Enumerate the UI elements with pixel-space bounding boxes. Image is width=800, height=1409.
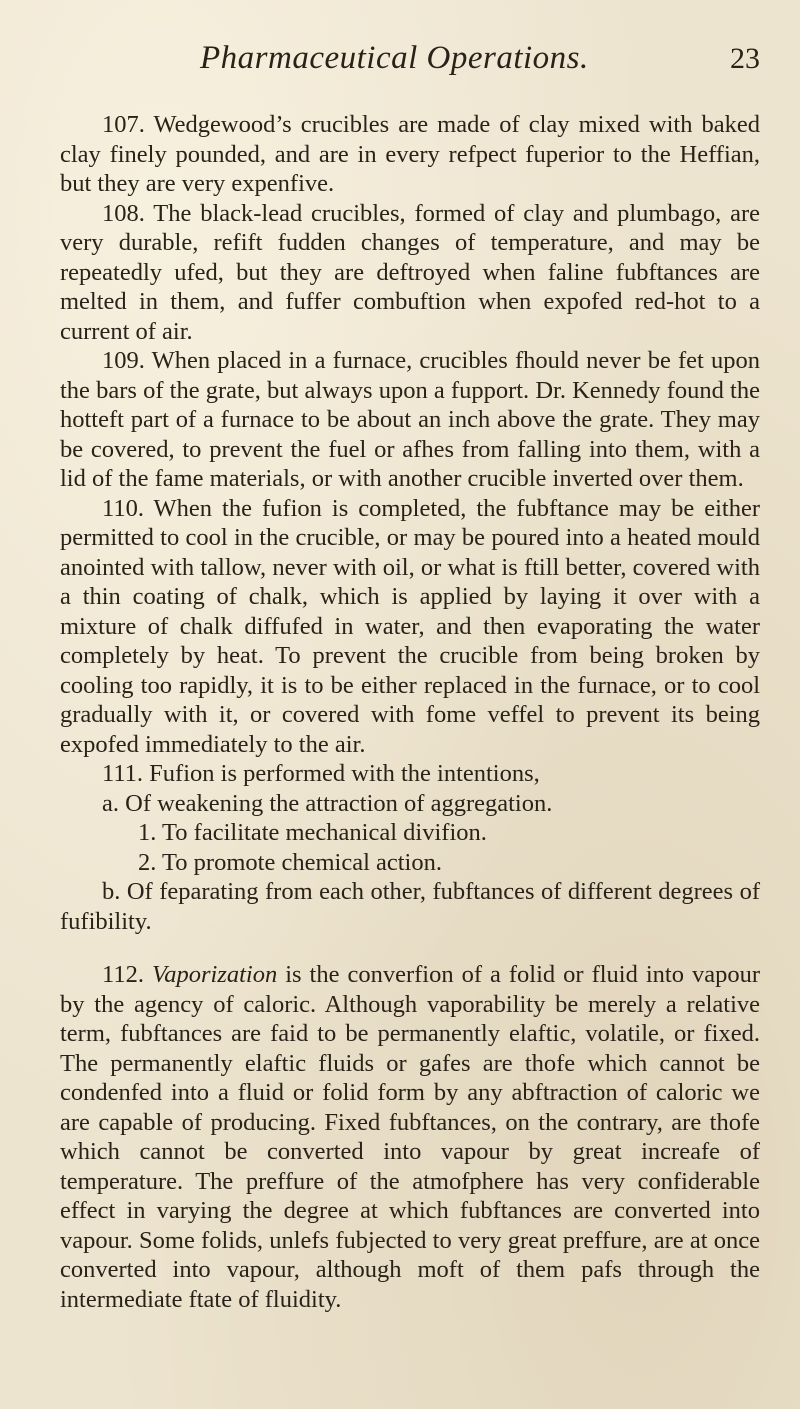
paragraph-110: 110. When the fufion is completed, the fubftance may be either permitted to cool in the crucible, or may be poured into a heated mould anointed with tallow, never with oil, or what is ftill better, covered with a thin coating of chalk, which is applied by laying it over with a mixture of chalk diffufed in water, and then evaporating the water completely by heat. To prevent the crucible from being broken by cooling too rapidly, it is to be either replaced in the furnace, or to cool gradually with it, or covered with fome veffel to prevent its being expofed immediately to the air. — [60, 494, 760, 758]
paragraph-112-number: 112. — [102, 961, 144, 988]
list-item-a-2: 2. To promote chemical action. — [138, 848, 442, 876]
page-number: 23 — [730, 42, 760, 75]
paragraph-107: 107. Wedgewood’s crucibles are made of clay mixed with baked clay finely pounded, and are in every refpect fuperior to the Heffian, but they are very expenfive. — [60, 111, 760, 197]
paragraph-112 — [60, 960, 760, 1314]
paragraph-111: 111. Fufion is performed with the intentions, — [102, 760, 540, 787]
list-item-a: a. Of weakening the attraction of aggregation. — [102, 789, 553, 817]
list-item-a-1: 1. To facilitate mechanical divifion. — [138, 819, 487, 846]
list-item-b: b. Of feparating from each other, fubftances of different degrees of fufibility. — [60, 878, 760, 935]
paragraph-108: 108. The black-lead crucibles, formed of clay and plumbago, are very durable, refift fudden changes of temperature, and may be repeatedly ufed, but they are deftroyed when faline fubftances are melted in them, and fuffer combuftion when expofed red-hot to a current of air. — [60, 199, 760, 345]
paragraph-112-text: is the converfion of a folid or fluid into vapour by the agency of caloric. Although vaporability be merely a relative term, fubftances are faid to be permanently elaftic, volatile, or fixed. The permanently elaftic fluids or gafes are thofe which cannot be condenfed into a fluid or folid form by any abftraction of caloric we are capable of producing. Fixed fubftances, on the contrary, are thofe which cannot be converted into vapour by great increafe of temperature. The preffure of the atmofphere has very confiderable effect in varying the degree at which fubftances are converted into vapour. Some folids, unlefs fubjected to very great preffure, are at once converted into vapour, although moft of them pafs through the intermediate ftate of fluidity. — [60, 961, 760, 1313]
body-text — [60, 110, 760, 1314]
paragraph-109: 109. When placed in a furnace, crucibles fhould never be fet upon the bars of the grate, but always upon a fupport. Dr. Kennedy found the hotteft part of a furnace to be about an inch above the grate. They may be covered, to prevent the fuel or afhes from falling into them, with a lid of the fame materials, or with another crucible inverted over them. — [60, 347, 760, 492]
running-head — [160, 40, 760, 80]
running-title: Pharmaceutical Operations. — [200, 40, 589, 76]
section-gap — [60, 936, 760, 960]
term-vaporization: Vaporization — [151, 961, 278, 988]
